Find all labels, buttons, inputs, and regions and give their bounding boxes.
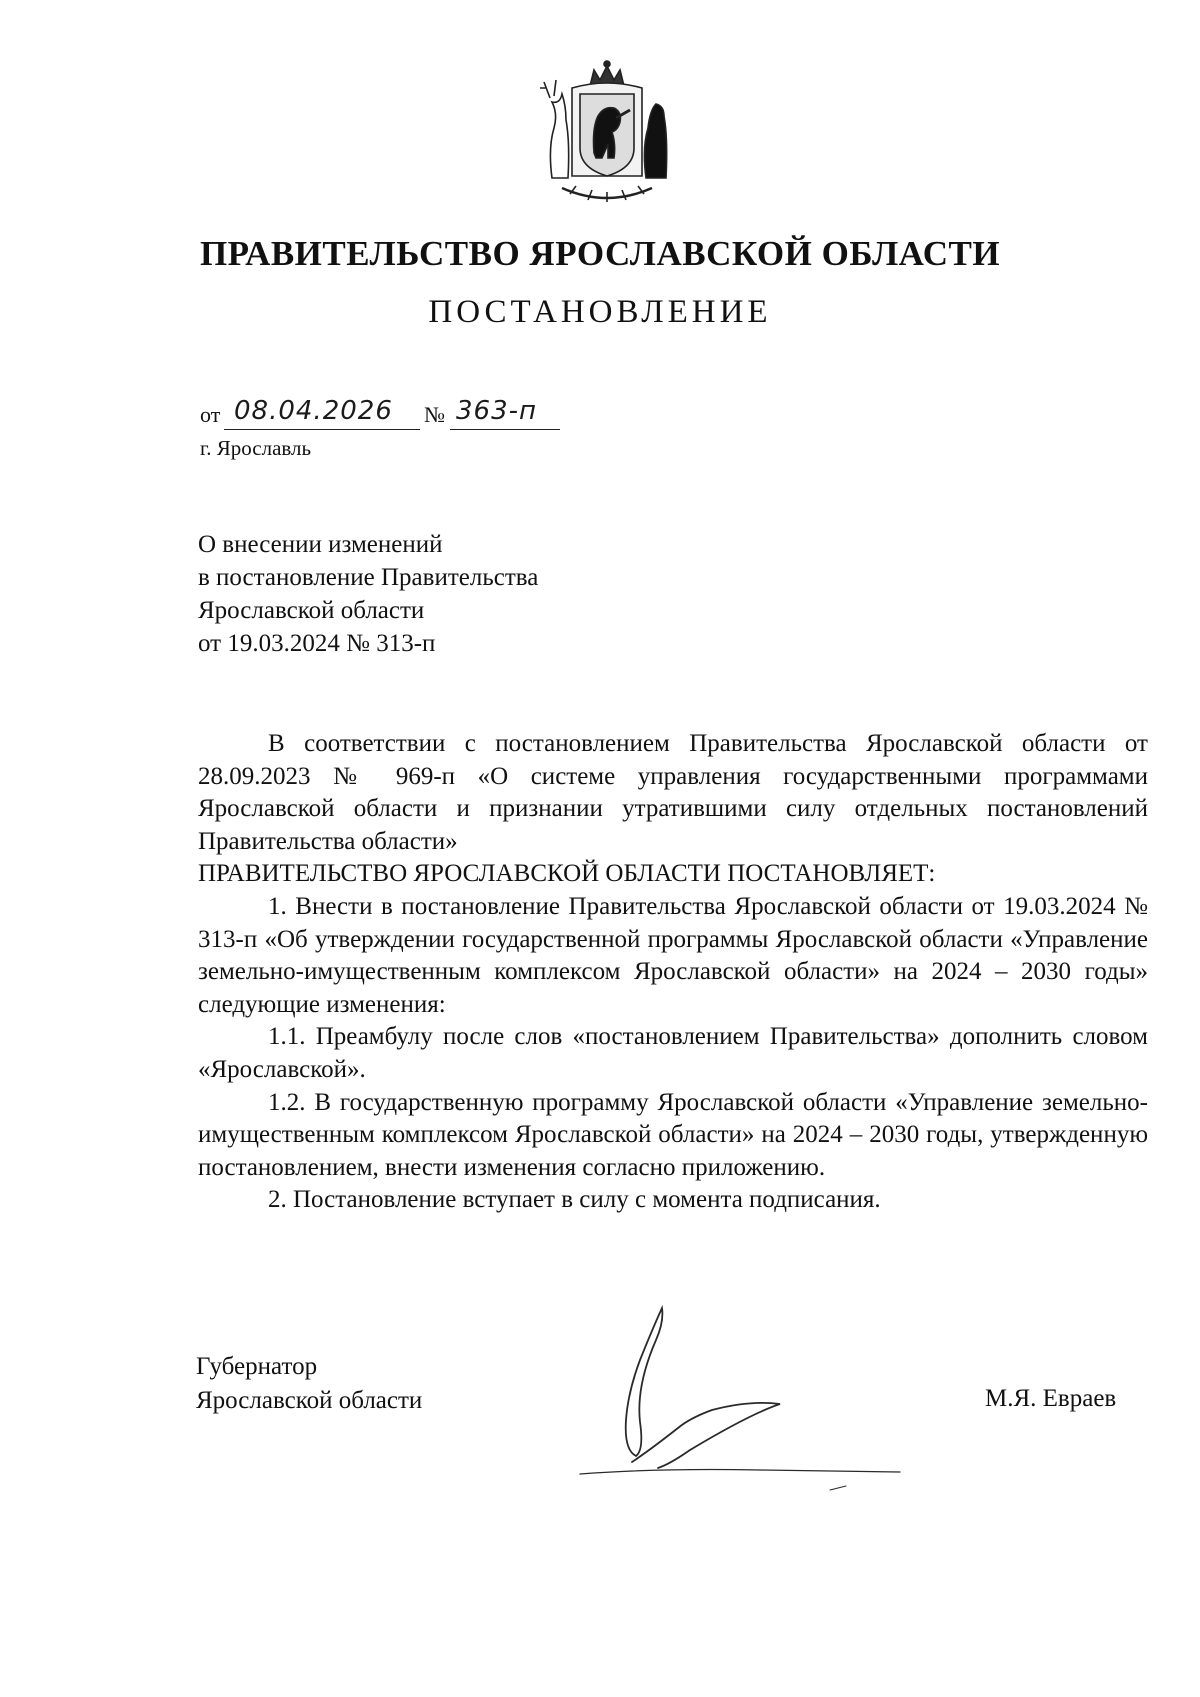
document-type-title: ПОСТАНОВЛЕНИЕ: [428, 294, 772, 330]
subject-line: Ярославской области: [198, 597, 425, 624]
subject-line: в постановление Правительства: [198, 564, 539, 591]
subject-line: от 19.03.2024 № 313-п: [198, 630, 436, 657]
coat-of-arms-emblem: [532, 58, 682, 208]
document-date-number: [200, 396, 760, 430]
preamble: В соответствии с постановлением Правительства Ярославской области от 28.09.2023 № 969-п «О системе управления государственными программами Ярославской области и признании утратившими силу отдельных постановлений Правительства области»: [198, 730, 1148, 855]
number-value: 363-п: [456, 396, 538, 426]
city: г. Ярославль: [200, 436, 312, 460]
signatory-name: М.Я. Евраев: [985, 1385, 1117, 1412]
item-2: 2. Постановление вступает в силу с момента подписания.: [268, 1186, 881, 1214]
item-1-2: 1.2. В государственную программу Ярославской области «Управление земельно-имущественным комплексом Ярославской области» на 2024 – 2030 годы, утвержденную постановлением, внести изменения согласно приложению.: [198, 1088, 1148, 1181]
date-value: 08.04.2026: [234, 396, 393, 426]
document-body: [198, 728, 1148, 1217]
position-line: Губернатор: [196, 1353, 318, 1380]
position-line: Ярославской области: [196, 1387, 423, 1414]
number-label: №: [424, 402, 445, 427]
item-1-1: 1.1. Преамбулу после слов «постановлением Правительства» дополнить словом «Ярославской».: [198, 1023, 1148, 1083]
organization-title: ПРАВИТЕЛЬСТВО ЯРОСЛАВСКОЙ ОБЛАСТИ: [199, 234, 1001, 273]
signatory-position: [196, 1350, 422, 1418]
handwritten-signature: [540, 1300, 920, 1500]
subject-line: О внесении изменений: [198, 531, 443, 558]
date-label: от: [200, 402, 221, 427]
document-subject: [198, 528, 758, 660]
resolves-line: ПРАВИТЕЛЬСТВО ЯРОСЛАВСКОЙ ОБЛАСТИ ПОСТАНОВЛЯЕТ:: [198, 860, 936, 888]
item-1: 1. Внести в постановление Правительства Ярославской области от 19.03.2024 № 313-п «Об утверждении государственной программы Ярославской области «Управление земельно-имущественным комплексом Ярославской области» на 2024 – 2030 годы» следующие изменения:: [198, 892, 1148, 1018]
